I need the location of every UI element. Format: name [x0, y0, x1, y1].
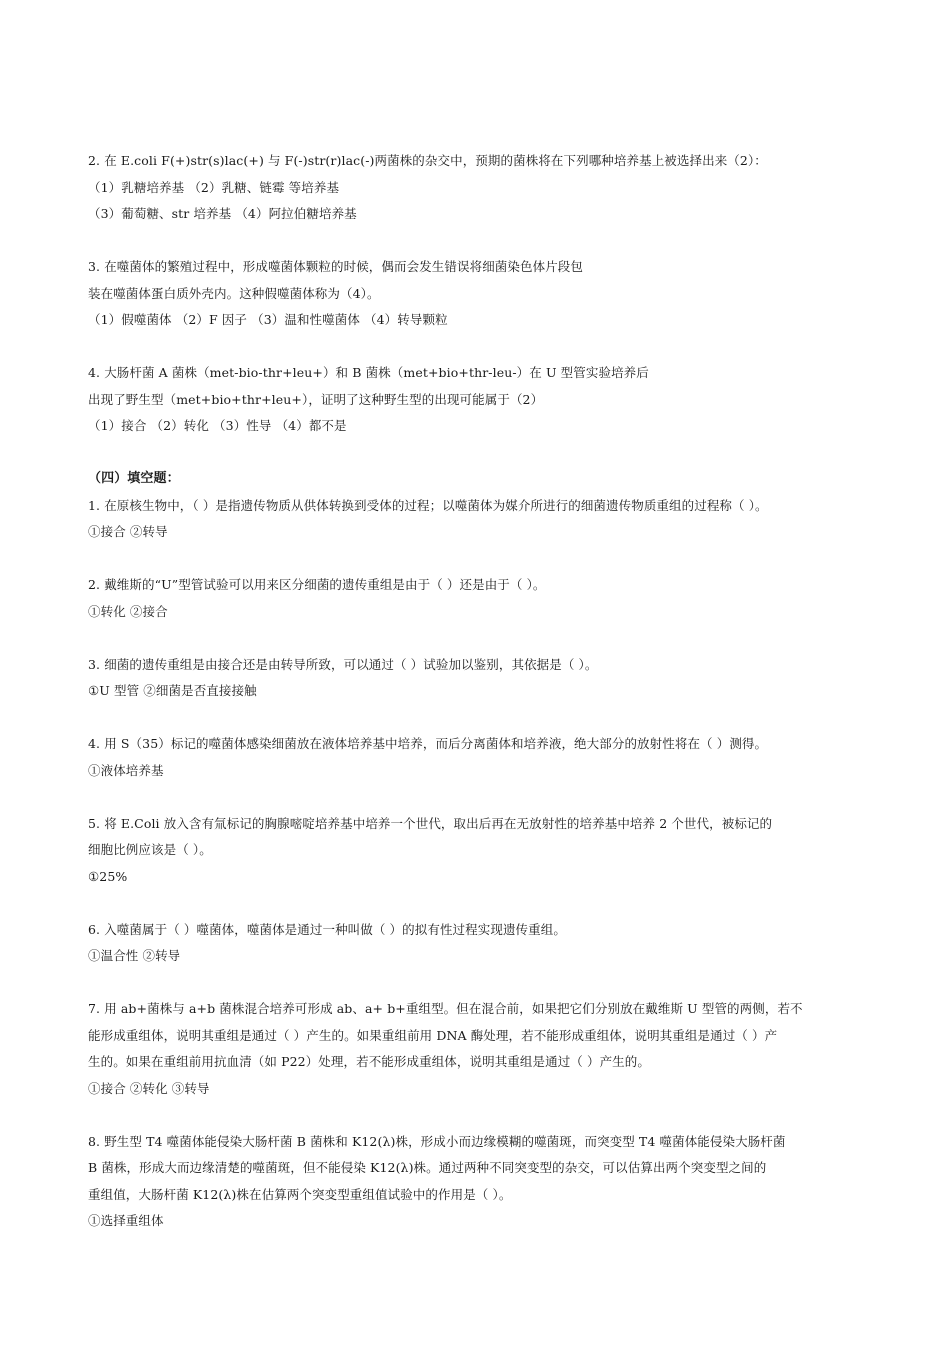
question-stem: 3. 在噬菌体的繁殖过程中，形成噬菌体颗粒的时候，偶而会发生错误将细菌染色体片段包 [88, 259, 584, 274]
question-options: （3）葡萄糖、str 培养基 （4）阿拉伯糖培养基 [88, 206, 357, 221]
question-stem: 2. 戴维斯的“U”型管试验可以用来区分细菌的遗传重组是由于（ ）还是由于（ ）。 [88, 577, 546, 592]
fill-question-5 [88, 811, 878, 891]
section-heading: （四）填空题： [88, 471, 180, 486]
question-stem: B 菌株，形成大而边缘清楚的噬菌斑，但不能侵染 K12(λ)株。通过两种不同突变型的杂交，可以估算出两个突变型之间的 [88, 1160, 767, 1175]
question-stem: 5. 将 E.Coli 放入含有氚标记的胸腺嘧啶培养基中培养一个世代，取出后再在无放射性的培养基中培养 2 个世代，被标记的 [88, 815, 773, 831]
fill-question-1 [88, 493, 878, 546]
fill-question-7 [88, 996, 878, 1102]
question-options: （1）乳糖培养基 （2）乳糖、链霉 等培养基 [88, 179, 340, 195]
answer: ①温合性 ②转导 [88, 948, 181, 963]
answer: ①液体培养基 [88, 762, 164, 778]
question-stem: 能形成重组体，说明其重组是通过（ ）产生的。如果重组前用 DNA 酶处理，若不能形成重组体，说明其重组是通过（ ）产 [88, 1027, 778, 1043]
fill-question-3 [88, 652, 878, 705]
answer: ①转化 ②接合 [88, 603, 168, 619]
question-stem: 装在噬菌体蛋白质外壳内。这种假噬菌体称为（4）。 [88, 285, 380, 301]
document-page [88, 148, 878, 1235]
fill-question-6 [88, 917, 878, 970]
question-stem: 出现了野生型（met+bio+thr+leu+），证明了这种野生型的出现可能属于（2） [88, 391, 544, 407]
answer: ①选择重组体 [88, 1213, 164, 1228]
question-stem: 6. 入噬菌属于（ ）噬菌体，噬菌体是通过一种叫做（ ）的拟有性过程实现遗传重组。 [88, 921, 566, 937]
question-options: （1）假噬菌体 （2）F 因子 （3）温和性噬菌体 （4）转导颗粒 [88, 312, 448, 327]
question-stem: 重组值，大肠杆菌 K12(λ)株在估算两个突变型重组值试验中的作用是（ ）。 [88, 1186, 512, 1202]
answer: ①U 型管 ②细菌是否直接接触 [88, 683, 257, 698]
fill-question-2 [88, 572, 878, 625]
answer: ①接合 ②转化 ③转导 [88, 1080, 210, 1096]
question-3 [88, 254, 878, 334]
question-stem: 细胞比例应该是（ ）。 [88, 842, 212, 857]
fill-question-8 [88, 1129, 878, 1235]
fill-question-4 [88, 731, 878, 784]
question-stem: 3. 细菌的遗传重组是由接合还是由转导所致，可以通过（ ）试验加以鉴别，其依据是（ ）。 [88, 656, 598, 672]
question-4 [88, 360, 878, 440]
question-stem: 4. 用 S（35）标记的噬菌体感染细菌放在液体培养基中培养，而后分离菌体和培养液，绝大部分的放射性将在（ ）测得。 [88, 736, 768, 751]
answer: ①25% [88, 868, 128, 884]
question-stem: 生的。如果在重组前用抗血清（如 P22）处理，若不能形成重组体，说明其重组是通过（ ）产生的。 [88, 1054, 650, 1069]
answer: ①接合 ②转导 [88, 524, 168, 539]
question-stem: 4. 大肠杆菌 A 菌株（met-bio-thr+leu+）和 B 菌株（met+bio+thr-leu-）在 U 型管实验培养后 [88, 365, 649, 380]
question-2 [88, 148, 878, 228]
question-options: （1）接合 （2）转化 （3）性导 （4）都不是 [88, 418, 347, 433]
question-stem: 2. 在 E.coli F(+)str(s)lac(+) 与 F(-)str(r)lac(-)两菌株的杂交中，预期的菌株将在下列哪种培养基上被选择出来（2）： [88, 153, 767, 168]
question-stem: 7. 用 ab+菌株与 a+b 菌株混合培养可形成 ab、a+ b+重组型。但在混合前，如果把它们分别放在戴维斯 U 型管的两侧，若不 [88, 1001, 803, 1016]
question-stem: 8. 野生型 T4 噬菌体能侵染大肠杆菌 B 菌株和 K12(λ)株，形成小而边缘模糊的噬菌斑，而突变型 T4 噬菌体能侵染大肠杆菌 [88, 1133, 786, 1149]
question-stem: 1. 在原核生物中，（ ）是指遗传物质从供体转换到受体的过程；以噬菌体为媒介所进行的细菌遗传物质重组的过程称（ ）。 [88, 497, 768, 513]
